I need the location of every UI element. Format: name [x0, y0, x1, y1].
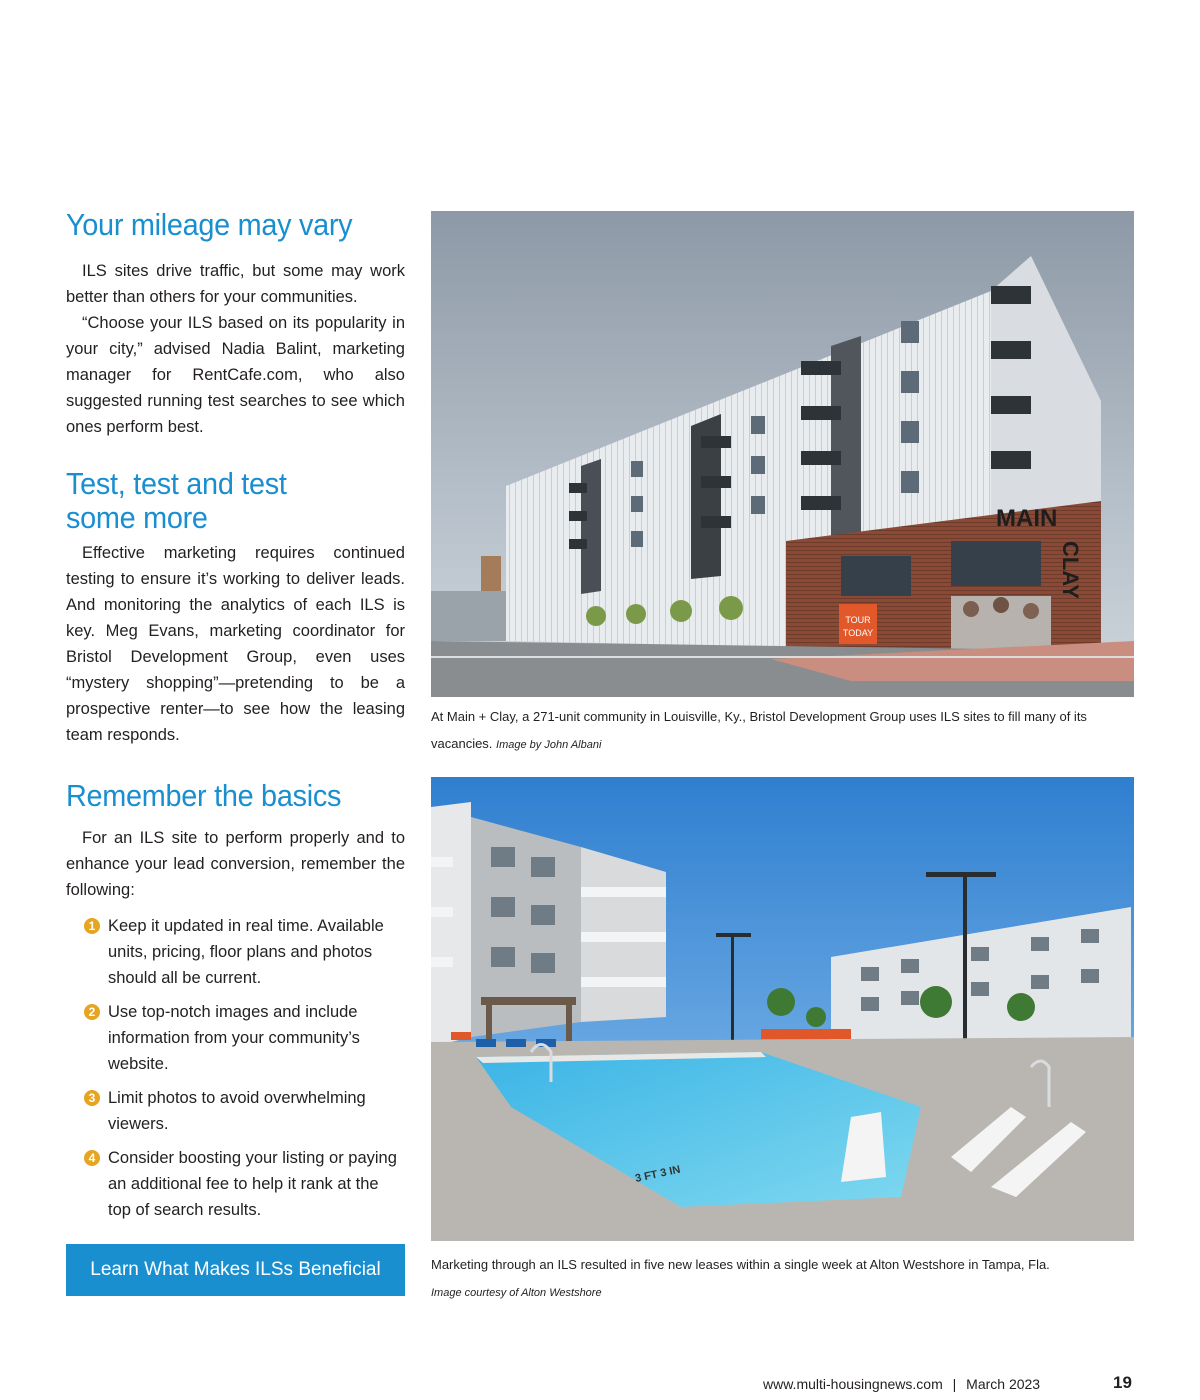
main-clay-photo — [431, 211, 1134, 697]
footer-url[interactable]: www.multi-housingnews.com — [763, 1376, 943, 1392]
photo1-caption: At Main + Clay, a 271-unit community in Louisville, Ky., Bristol Development Group uses ILS sites to fill many of its vacancies. Image by John Albani — [431, 709, 1087, 751]
photo2-caption: Marketing through an ILS resulted in five new leases within a single week at Alton Westshore in Tampa, Fla. Image courtesy of Alton Westshore — [431, 1257, 1050, 1299]
footer-separator: | — [952, 1376, 957, 1392]
paragraph: “Choose your ILS based on its popularity in your city,” advised Nadia Balint, marketing manager for RentCafe.com, who also suggested running test searches to see which ones perform best. — [66, 314, 405, 436]
heading-test: Test, test and test some more — [66, 466, 287, 535]
section-mileage — [66, 208, 405, 440]
sign-tour: TOUR — [845, 615, 871, 625]
paragraph: ILS sites drive traffic, but some may work better than others for your communities. — [66, 262, 405, 306]
number-badge: 4 — [84, 1150, 100, 1166]
paragraph: For an ILS site to perform properly and to enhance your lead conversion, remember the following: — [66, 829, 405, 899]
list-item: 4 Consider boosting your listing or paying an additional fee to help it rank at the top of search results. — [66, 1145, 405, 1223]
paragraph: Effective marketing requires continued testing to ensure it’s working to deliver leads. And monitoring the analytics of each ILS is key. Meg Evans, marketing coordinator for Bristol Development Group, even uses “mystery shopping”—pretending to be a prospective renter—to see how the leasing team responds. — [66, 544, 405, 744]
sign-clay: CLAY — [1058, 541, 1083, 599]
section-test — [66, 467, 405, 748]
list-item: 1 Keep it updated in real time. Available units, pricing, floor plans and photos should all be current. — [66, 913, 405, 991]
basics-list — [66, 913, 405, 1223]
learn-ils-button[interactable]: Learn What Makes ILSs Beneficial — [66, 1244, 405, 1296]
footer-date: March 2023 — [966, 1376, 1041, 1392]
depth-marker: 3 FT 3 IN — [634, 1163, 682, 1185]
number-badge: 3 — [84, 1090, 100, 1106]
photo2-credit: Image courtesy of Alton Westshore — [431, 1287, 602, 1299]
number-badge: 2 — [84, 1004, 100, 1020]
pool-photo — [431, 777, 1134, 1241]
footer-info — [763, 1376, 1040, 1392]
photo1-credit: Image by John Albani — [496, 739, 602, 751]
list-item: 3 Limit photos to avoid overwhelming viewers. — [66, 1085, 405, 1137]
pool-image — [431, 777, 1134, 1241]
sign-main: MAIN — [996, 505, 1058, 532]
heading-mileage: Your mileage may vary — [66, 207, 353, 242]
sign-today: TODAY — [842, 628, 874, 638]
heading-basics: Remember the basics — [66, 778, 342, 813]
building-image — [431, 211, 1134, 697]
list-item: 2 Use top-notch images and include information from your community’s website. — [66, 999, 405, 1077]
page-number: 19 — [1113, 1373, 1132, 1392]
number-badge: 1 — [84, 918, 100, 934]
section-basics — [66, 779, 405, 1231]
